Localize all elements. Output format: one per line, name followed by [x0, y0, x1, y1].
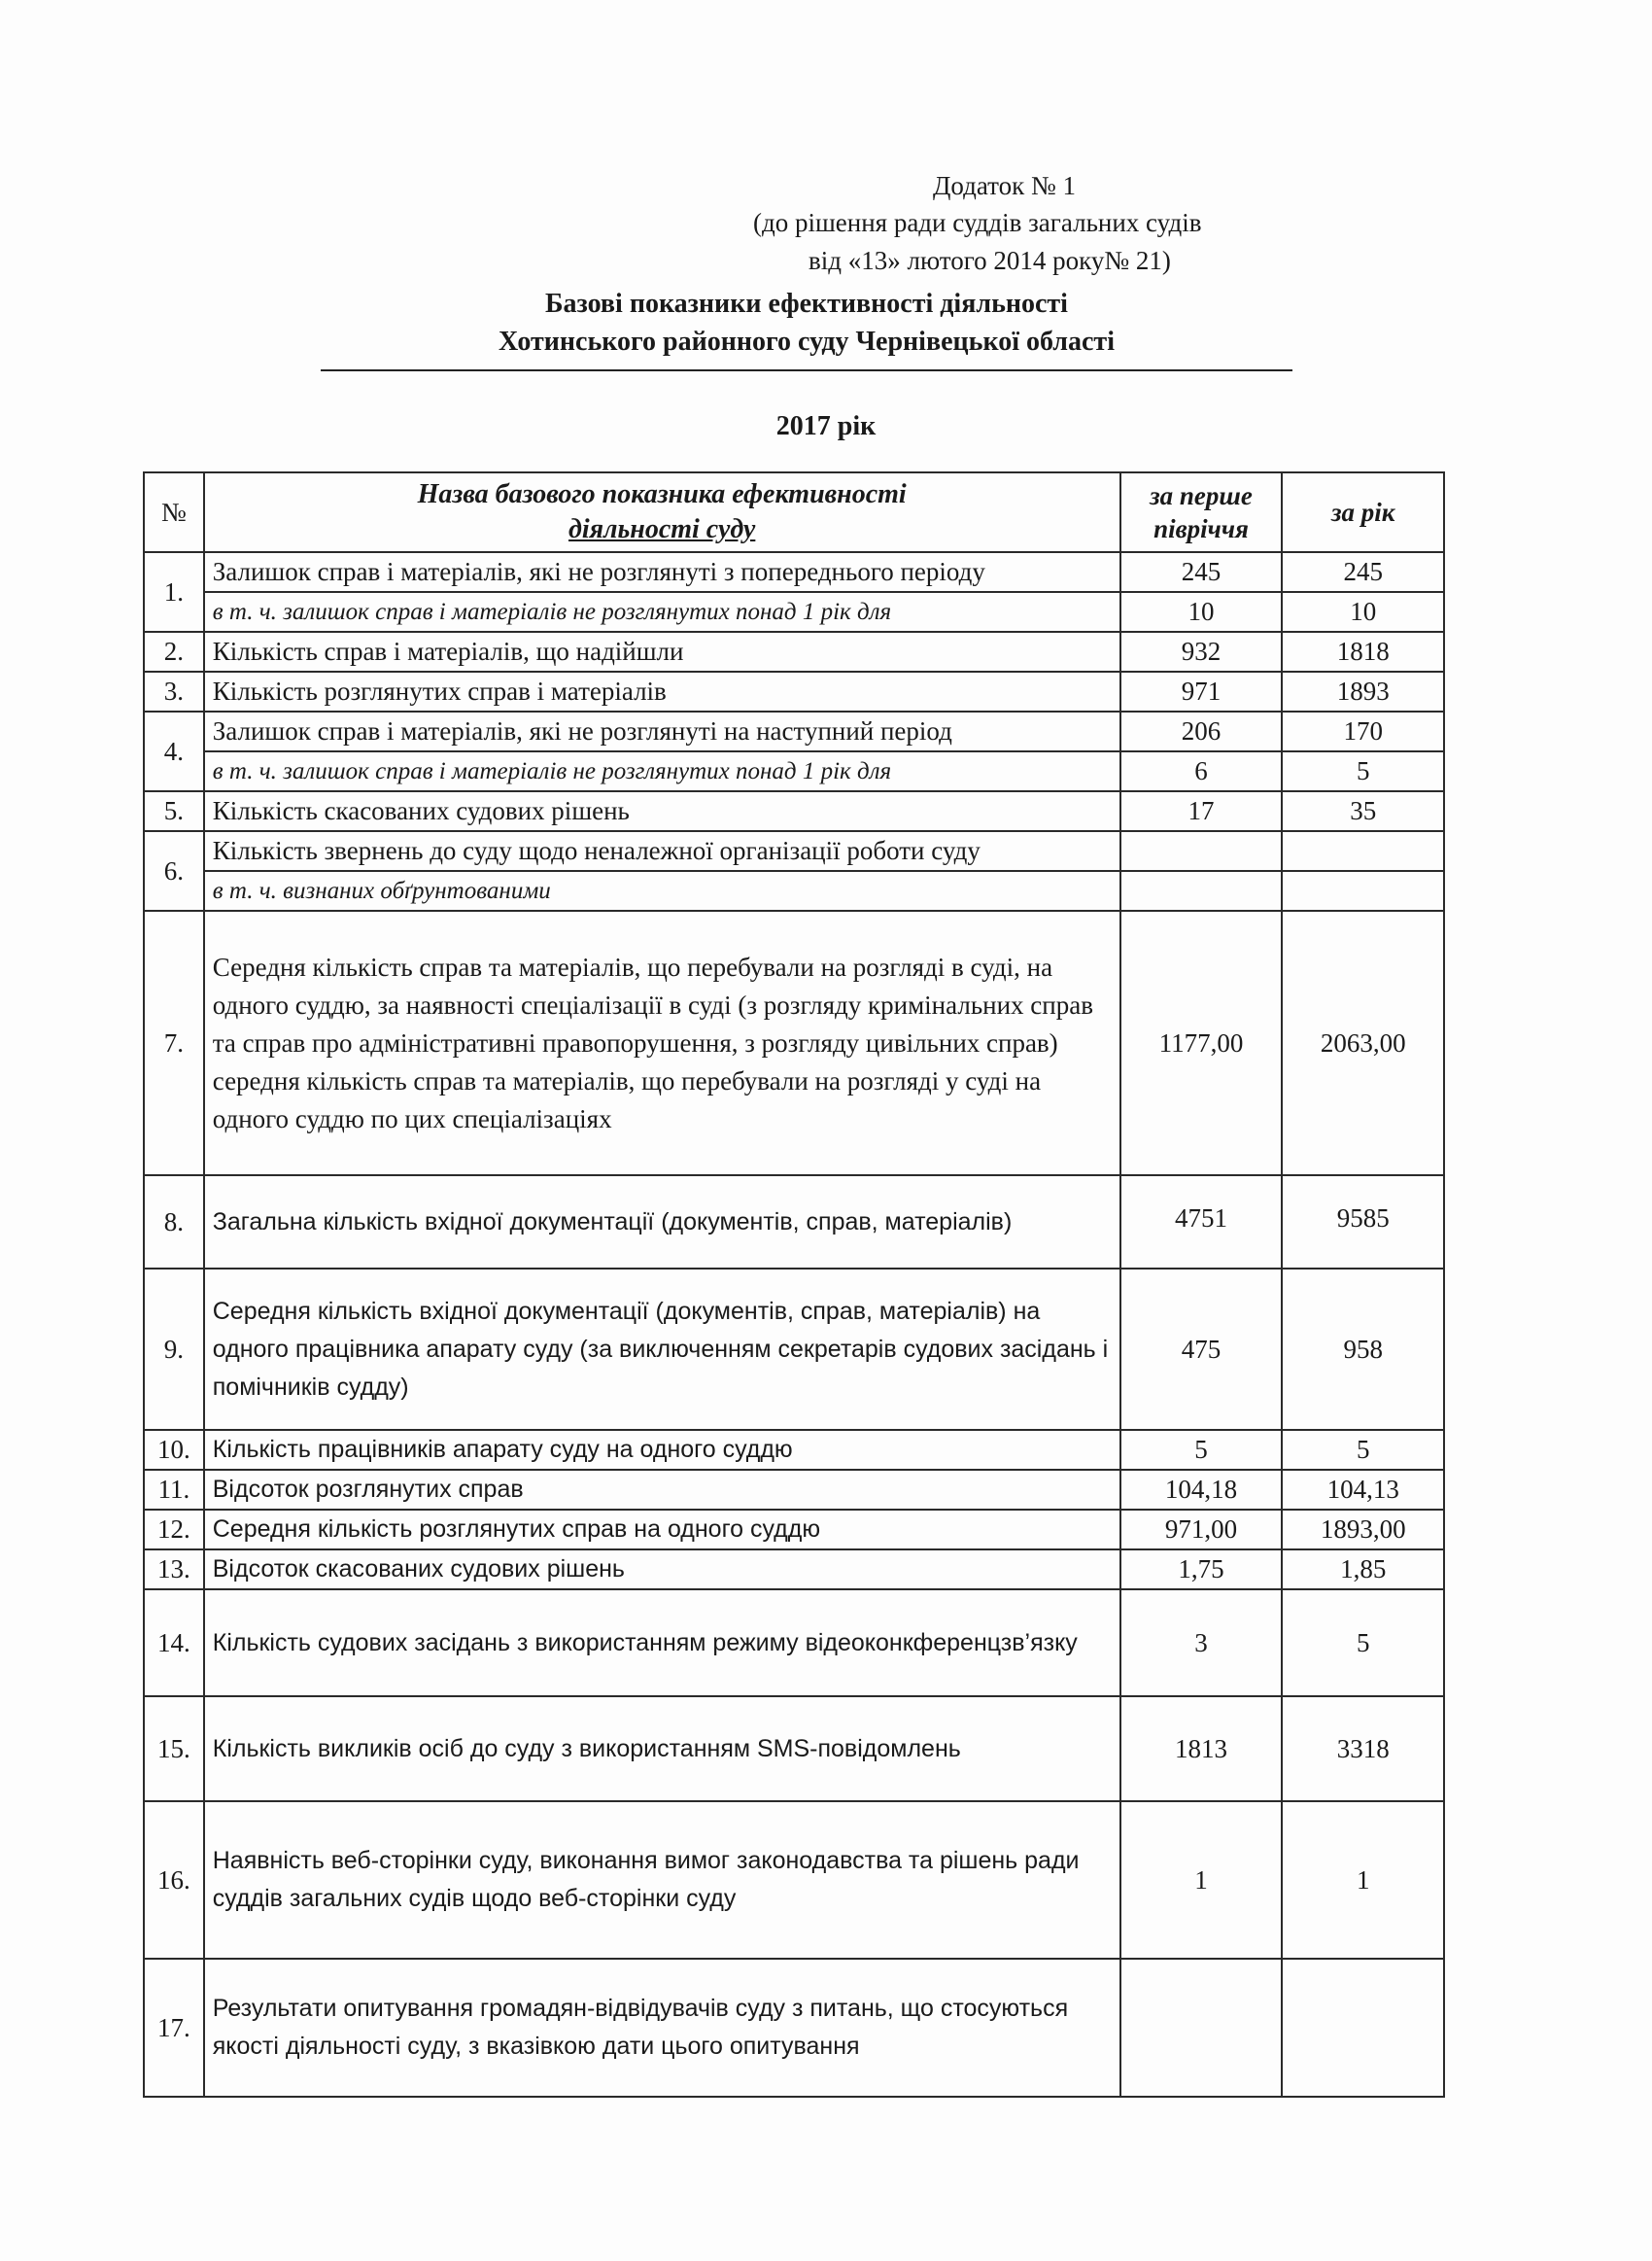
header-name — [204, 472, 1120, 552]
row-num: 14. — [144, 1589, 204, 1696]
row-year: 3318 — [1282, 1696, 1444, 1801]
row-sub-year: 10 — [1282, 592, 1444, 632]
row-name: Залишок справ і матеріалів, які не розглянуті з попереднього періоду — [204, 552, 1120, 592]
row-year — [1282, 1959, 1444, 2097]
table-row — [144, 1430, 1444, 1470]
table-row — [144, 1959, 1444, 2097]
row-num: 4. — [144, 712, 204, 791]
row-num: 8. — [144, 1175, 204, 1269]
row-name: Кількість судових засідань з використанням режиму відеоконкференцзв’язку — [204, 1589, 1120, 1696]
header-half-line2: півріччя — [1153, 514, 1249, 543]
indicators-table — [143, 471, 1445, 2098]
row-year: 5 — [1282, 1589, 1444, 1696]
row-num: 16. — [144, 1801, 204, 1959]
appendix-number: Додаток № 1 — [933, 171, 1076, 200]
row-name: Кількість справ і матеріалів, що надійшли — [204, 632, 1120, 672]
row-year: 1 — [1282, 1801, 1444, 1959]
table-header-row — [144, 472, 1444, 552]
table-row — [144, 1175, 1444, 1269]
row-num: 12. — [144, 1510, 204, 1549]
row-sub-half: 10 — [1120, 592, 1283, 632]
row-name: Відсоток скасованих судових рішень — [204, 1549, 1120, 1589]
row-year: 1893 — [1282, 672, 1444, 712]
row-half: 475 — [1120, 1269, 1283, 1430]
table-row — [144, 1696, 1444, 1801]
report-year: 2017 рік — [775, 411, 877, 441]
table-row — [144, 632, 1444, 672]
title-underline — [321, 369, 1292, 371]
row-year — [1282, 831, 1444, 871]
row-num: 3. — [144, 672, 204, 712]
header-half-line1: за перше — [1150, 481, 1253, 510]
row-year: 170 — [1282, 712, 1444, 751]
row-half: 5 — [1120, 1430, 1283, 1470]
row-sub-half — [1120, 871, 1283, 911]
row-name: Кількість викликів осіб до суду з використанням SMS-повідомлень — [204, 1696, 1120, 1801]
row-name: Загальна кількість вхідної документації (документів, справ, матеріалів) — [204, 1175, 1120, 1269]
row-name: Кількість працівників апарату суду на одного суддю — [204, 1430, 1120, 1470]
table-row — [144, 911, 1444, 1175]
row-sub-name: в т. ч. визнаних обґрунтованими — [204, 871, 1120, 911]
row-year: 958 — [1282, 1269, 1444, 1430]
header-name-line1: Назва базового показника ефективності — [417, 479, 907, 509]
row-num: 11. — [144, 1470, 204, 1510]
row-name: Середня кількість вхідної документації (документів, справ, матеріалів) на одного працівника апарату суду (за виключенням секретарів судових засідань і помічників судду) — [204, 1269, 1120, 1430]
table-row — [144, 672, 1444, 712]
row-num: 7. — [144, 911, 204, 1175]
row-half: 206 — [1120, 712, 1283, 751]
table-row — [144, 552, 1444, 592]
table-subrow — [144, 592, 1444, 632]
row-name: Кількість скасованих судових рішень — [204, 791, 1120, 831]
table-row — [144, 1470, 1444, 1510]
row-half: 932 — [1120, 632, 1283, 672]
row-half: 245 — [1120, 552, 1283, 592]
appendix-decision-line: (до рішення ради суддів загальних судів — [753, 208, 1202, 237]
document-title-line2: Хотинського районного суду Чернівецької області — [499, 327, 1115, 357]
document-title-line1: Базові показники ефективності діяльності — [545, 289, 1068, 319]
row-name: Відсоток розглянутих справ — [204, 1470, 1120, 1510]
table-row — [144, 1801, 1444, 1959]
row-num: 15. — [144, 1696, 204, 1801]
row-name: Залишок справ і матеріалів, які не розглянуті на наступний період — [204, 712, 1120, 751]
row-name: Середня кількість розглянутих справ на одного суддю — [204, 1510, 1120, 1549]
table-row — [144, 1510, 1444, 1549]
row-half: 104,18 — [1120, 1470, 1283, 1510]
row-year: 1893,00 — [1282, 1510, 1444, 1549]
row-year: 1,85 — [1282, 1549, 1444, 1589]
row-num: 2. — [144, 632, 204, 672]
row-year: 245 — [1282, 552, 1444, 592]
row-year: 35 — [1282, 791, 1444, 831]
row-half — [1120, 831, 1283, 871]
row-half — [1120, 1959, 1283, 2097]
row-half: 1813 — [1120, 1696, 1283, 1801]
row-half: 971 — [1120, 672, 1283, 712]
row-year: 1818 — [1282, 632, 1444, 672]
row-half: 1 — [1120, 1801, 1283, 1959]
row-half: 1177,00 — [1120, 911, 1283, 1175]
table-row — [144, 1549, 1444, 1589]
row-sub-year — [1282, 871, 1444, 911]
row-year: 104,13 — [1282, 1470, 1444, 1510]
row-num: 5. — [144, 791, 204, 831]
row-name: Результати опитування громадян-відвідувачів суду з питань, що стосуються якості діяльності суду, з вказівкою дати цього опитування — [204, 1959, 1120, 2097]
row-name: Середня кількість справ та матеріалів, що перебували на розгляді в суді, на одного суддю, за наявності спеціалізації в суді (з розгляду кримінальних справ та справ про адміністративні правопорушення, з розгляду цивільних справ) середня кількість справ та матеріалів, що перебували на розгляді у суді на одного суддю по цих спеціалізаціях — [204, 911, 1120, 1175]
row-num: 17. — [144, 1959, 204, 2097]
appendix-date-line: від «13» лютого 2014 року№ 21) — [809, 246, 1171, 275]
table-row — [144, 1269, 1444, 1430]
table-subrow — [144, 751, 1444, 791]
row-name: Кількість звернень до суду щодо неналежної організації роботи суду — [204, 831, 1120, 871]
table-row — [144, 791, 1444, 831]
table-row — [144, 831, 1444, 871]
table-row — [144, 712, 1444, 751]
row-year: 5 — [1282, 1430, 1444, 1470]
header-half-year — [1120, 472, 1283, 552]
row-sub-year: 5 — [1282, 751, 1444, 791]
row-sub-name: в т. ч. залишок справ і матеріалів не розглянутих понад 1 рік для — [204, 592, 1120, 632]
row-num: 13. — [144, 1549, 204, 1589]
row-num: 9. — [144, 1269, 204, 1430]
row-num: 1. — [144, 552, 204, 632]
table-subrow — [144, 871, 1444, 911]
row-half: 4751 — [1120, 1175, 1283, 1269]
row-half: 17 — [1120, 791, 1283, 831]
row-name: Наявність веб-сторінки суду, виконання вимог законодавства та рішень ради суддів загальних судів щодо веб-сторінки суду — [204, 1801, 1120, 1959]
row-num: 10. — [144, 1430, 204, 1470]
header-name-line2: діяльності суду — [568, 514, 756, 544]
header-num: № — [144, 472, 204, 552]
row-half: 1,75 — [1120, 1549, 1283, 1589]
row-year: 9585 — [1282, 1175, 1444, 1269]
row-half: 3 — [1120, 1589, 1283, 1696]
row-year: 2063,00 — [1282, 911, 1444, 1175]
row-name: Кількість розглянутих справ і матеріалів — [204, 672, 1120, 712]
row-sub-half: 6 — [1120, 751, 1283, 791]
row-half: 971,00 — [1120, 1510, 1283, 1549]
row-num: 6. — [144, 831, 204, 911]
table-row — [144, 1589, 1444, 1696]
header-year: за рік — [1282, 472, 1444, 552]
row-sub-name: в т. ч. залишок справ і матеріалів не розглянутих понад 1 рік для — [204, 751, 1120, 791]
